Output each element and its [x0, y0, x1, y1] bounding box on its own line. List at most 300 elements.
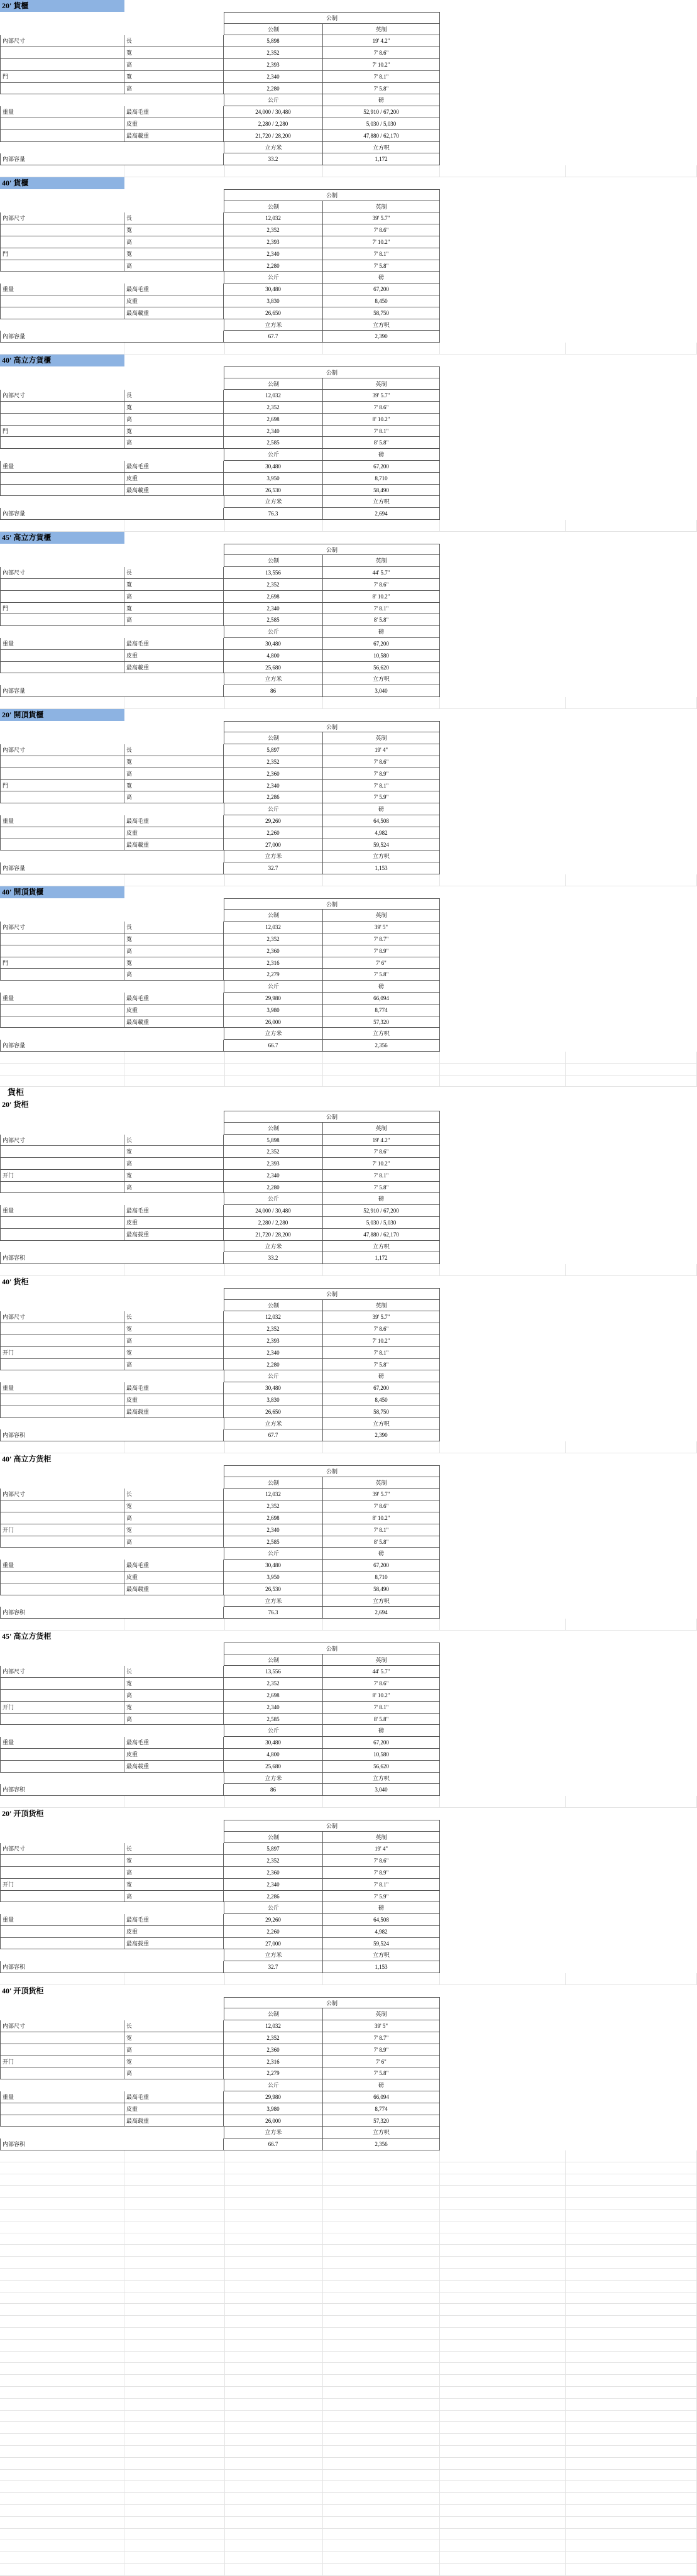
imperial-value[interactable]: 8' 10.2": [323, 1690, 440, 1702]
row-label[interactable]: [0, 414, 124, 426]
weight-label[interactable]: 皮重: [124, 2103, 224, 2115]
section-title[interactable]: 20' 貨櫃: [0, 0, 124, 12]
grid-cell[interactable]: [124, 2552, 225, 2564]
row-label[interactable]: [0, 2032, 124, 2044]
grid-cell[interactable]: [440, 2552, 566, 2564]
imperial-column-header[interactable]: 英制: [323, 201, 440, 213]
dimension-label[interactable]: 高: [124, 945, 224, 957]
row-label[interactable]: 門: [0, 780, 124, 792]
dimension-label[interactable]: 長: [124, 567, 224, 579]
metric-value[interactable]: 2,585: [224, 1536, 323, 1548]
dimension-label[interactable]: 宽: [124, 1323, 224, 1335]
row-label[interactable]: [0, 307, 124, 319]
metric-value[interactable]: 2,698: [224, 414, 323, 426]
metric-header[interactable]: 公制: [224, 366, 440, 378]
grid-cell[interactable]: [440, 2458, 566, 2470]
grid-cell[interactable]: [440, 2434, 566, 2446]
unit-cubic-foot[interactable]: 立方呎: [323, 1418, 440, 1430]
grid-cell[interactable]: [0, 1076, 124, 1087]
metric-column-header[interactable]: 公制: [224, 1832, 323, 1844]
dimension-label[interactable]: 高: [124, 969, 224, 981]
grid-cell[interactable]: [0, 520, 124, 532]
row-label[interactable]: [0, 1016, 124, 1028]
grid-cell[interactable]: [224, 2387, 323, 2399]
imperial-value[interactable]: 44' 5.7": [323, 1666, 440, 1678]
unit-cubic-foot[interactable]: 立方呎: [323, 1773, 440, 1785]
imperial-value[interactable]: 7' 10.2": [323, 59, 440, 71]
grid-cell[interactable]: [224, 343, 323, 355]
metric-value[interactable]: 29,260: [224, 1914, 323, 1926]
row-label[interactable]: 重量: [0, 1382, 124, 1394]
imperial-value[interactable]: 7' 8.6": [323, 47, 440, 59]
metric-value[interactable]: 2,360: [224, 768, 323, 780]
grid-cell[interactable]: [0, 343, 124, 355]
grid-cell[interactable]: [124, 1796, 225, 1808]
grid-cell[interactable]: [124, 2352, 225, 2364]
grid-cell[interactable]: [323, 2411, 440, 2423]
imperial-value[interactable]: 67,200: [323, 1737, 440, 1749]
grid-cell[interactable]: [224, 1076, 323, 1087]
imperial-value[interactable]: 7' 8.1": [323, 71, 440, 83]
grid-cell[interactable]: [566, 2221, 697, 2233]
grid-cell[interactable]: [0, 2505, 124, 2517]
metric-value[interactable]: 21,720 / 28,200: [224, 1229, 323, 1241]
dimension-label[interactable]: 高: [124, 768, 224, 780]
grid-cell[interactable]: [440, 2269, 566, 2281]
weight-label[interactable]: 皮重: [124, 827, 224, 839]
row-label[interactable]: 开门: [0, 1702, 124, 1714]
imperial-value[interactable]: 2,694: [323, 1607, 440, 1619]
row-label[interactable]: [0, 969, 124, 981]
imperial-column-header[interactable]: 英制: [323, 1832, 440, 1844]
metric-value[interactable]: 27,000: [224, 839, 323, 851]
grid-cell[interactable]: [566, 2493, 697, 2505]
grid-cell[interactable]: [224, 2481, 323, 2493]
imperial-value[interactable]: 10,580: [323, 650, 440, 662]
metric-value[interactable]: 2,280: [224, 1359, 323, 1371]
metric-header[interactable]: 公制: [224, 189, 440, 201]
grid-cell[interactable]: [566, 1796, 697, 1808]
metric-value[interactable]: 2,360: [224, 945, 323, 957]
weight-label[interactable]: 最高毛重: [124, 1914, 224, 1926]
grid-cell[interactable]: [224, 2304, 323, 2316]
row-label[interactable]: 門: [0, 603, 124, 615]
metric-value[interactable]: 2,352: [224, 47, 323, 59]
imperial-value[interactable]: 5,030 / 5,030: [323, 1217, 440, 1229]
unit-cubic-metre[interactable]: 立方米: [224, 142, 323, 154]
imperial-value[interactable]: 8' 10.2": [323, 414, 440, 426]
grid-cell[interactable]: [124, 2340, 225, 2352]
imperial-value[interactable]: 67,200: [323, 1560, 440, 1571]
section-title[interactable]: 20' 货柜: [2, 1100, 29, 1109]
grid-cell[interactable]: [566, 1052, 697, 1064]
dimension-label[interactable]: 长: [124, 1135, 224, 1147]
dimension-label[interactable]: 宽: [124, 2032, 224, 2044]
row-label[interactable]: [0, 945, 124, 957]
grid-cell[interactable]: [124, 2150, 225, 2162]
weight-label[interactable]: 最高載重: [124, 839, 224, 851]
grid-cell[interactable]: [323, 2245, 440, 2257]
grid-cell[interactable]: [224, 1796, 323, 1808]
unit-lb[interactable]: 磅: [323, 1548, 440, 1560]
imperial-value[interactable]: 8,450: [323, 1394, 440, 1406]
imperial-value[interactable]: 7' 8.6": [323, 1146, 440, 1158]
imperial-value[interactable]: 7' 5.9": [323, 1891, 440, 1903]
imperial-value[interactable]: 7' 10.2": [323, 1158, 440, 1170]
imperial-value[interactable]: 4,982: [323, 1926, 440, 1938]
imperial-value[interactable]: 7' 5.8": [323, 969, 440, 981]
row-label[interactable]: 内部尺寸: [0, 1311, 124, 1323]
grid-cell[interactable]: [566, 165, 697, 177]
row-label[interactable]: [0, 1891, 124, 1903]
grid-cell[interactable]: [440, 2328, 566, 2340]
grid-cell[interactable]: [440, 2505, 566, 2517]
metric-value[interactable]: 25,680: [224, 1761, 323, 1773]
grid-cell[interactable]: [0, 2198, 124, 2210]
grid-cell[interactable]: [0, 2517, 124, 2529]
row-label[interactable]: 內部尺寸: [0, 390, 124, 402]
grid-cell[interactable]: [224, 2233, 323, 2245]
imperial-value[interactable]: 4,982: [323, 827, 440, 839]
grid-cell[interactable]: [323, 2446, 440, 2458]
unit-kg[interactable]: 公斤: [224, 2079, 323, 2091]
row-label[interactable]: 門: [0, 248, 124, 260]
unit-lb[interactable]: 磅: [323, 1902, 440, 1914]
imperial-column-header[interactable]: 英制: [323, 2008, 440, 2020]
metric-value[interactable]: 29,980: [224, 993, 323, 1005]
imperial-value[interactable]: 58,750: [323, 1406, 440, 1418]
metric-value[interactable]: 30,480: [224, 461, 323, 473]
dimension-label[interactable]: 高: [124, 1335, 224, 1347]
dimension-label[interactable]: 宽: [124, 1347, 224, 1359]
imperial-value[interactable]: 8' 5.8": [323, 1536, 440, 1548]
row-label[interactable]: [0, 1690, 124, 1702]
grid-cell[interactable]: [0, 2363, 124, 2375]
imperial-value[interactable]: 59,524: [323, 839, 440, 851]
imperial-value[interactable]: 58,490: [323, 1583, 440, 1595]
weight-label[interactable]: 最高毛重: [124, 461, 224, 473]
imperial-value[interactable]: 8' 10.2": [323, 591, 440, 603]
unit-kg[interactable]: 公斤: [224, 272, 323, 283]
metric-value[interactable]: 2,286: [224, 1891, 323, 1903]
metric-value[interactable]: 21,720 / 28,200: [224, 130, 323, 142]
metric-value[interactable]: 2,286: [224, 791, 323, 803]
grid-cell[interactable]: [0, 2434, 124, 2446]
dimension-label[interactable]: 高: [124, 1536, 224, 1548]
metric-column-header[interactable]: 公制: [224, 732, 323, 744]
grid-cell[interactable]: [566, 2481, 697, 2493]
row-label[interactable]: 重量: [0, 283, 124, 295]
dimension-label[interactable]: 长: [124, 1666, 224, 1678]
row-label[interactable]: 內部尺寸: [0, 567, 124, 579]
grid-cell[interactable]: [124, 1052, 225, 1064]
grid-cell[interactable]: [124, 1973, 225, 1985]
row-label[interactable]: [0, 827, 124, 839]
metric-value[interactable]: 2,280: [224, 260, 323, 272]
grid-cell[interactable]: [224, 1619, 323, 1631]
row-label[interactable]: 重量: [0, 993, 124, 1005]
grid-cell[interactable]: [224, 2316, 323, 2328]
row-label[interactable]: 内部尺寸: [0, 1489, 124, 1500]
metric-value[interactable]: 2,585: [224, 437, 323, 449]
row-label[interactable]: [0, 118, 124, 130]
weight-label[interactable]: 最高载重: [124, 1938, 224, 1950]
dimension-label[interactable]: 高: [124, 414, 224, 426]
unit-cubic-foot[interactable]: 立方呎: [323, 1028, 440, 1040]
section-title[interactable]: 20' 開頂貨櫃: [0, 709, 124, 721]
grid-cell[interactable]: [0, 2493, 124, 2505]
grid-cell[interactable]: [224, 1973, 323, 1985]
grid-cell[interactable]: [224, 2352, 323, 2364]
row-label[interactable]: [0, 260, 124, 272]
metric-value[interactable]: 2,279: [224, 969, 323, 981]
grid-cell[interactable]: [440, 1973, 566, 1985]
dimension-label[interactable]: 高: [124, 83, 224, 95]
dimension-label[interactable]: 宽: [124, 1855, 224, 1867]
grid-cell[interactable]: [323, 2186, 440, 2198]
grid-cell[interactable]: [566, 1441, 697, 1453]
imperial-value[interactable]: 19' 4": [323, 1843, 440, 1855]
grid-cell[interactable]: [440, 874, 566, 886]
grid-cell[interactable]: [323, 1064, 440, 1076]
grid-cell[interactable]: [440, 2399, 566, 2411]
grid-cell[interactable]: [0, 2564, 124, 2576]
grid-cell[interactable]: [440, 2162, 566, 2174]
row-label[interactable]: 門: [0, 957, 124, 969]
grid-cell[interactable]: [224, 1052, 323, 1064]
capacity-label[interactable]: 內部容量: [0, 331, 224, 343]
grid-cell[interactable]: [0, 2174, 124, 2186]
dimension-label[interactable]: 高: [124, 1714, 224, 1726]
weight-label[interactable]: 最高载重: [124, 1761, 224, 1773]
metric-value[interactable]: 2,352: [224, 756, 323, 768]
unit-cubic-foot[interactable]: 立方呎: [323, 142, 440, 154]
grid-cell[interactable]: [323, 1973, 440, 1985]
metric-value[interactable]: 30,480: [224, 283, 323, 295]
grid-cell[interactable]: [323, 1076, 440, 1087]
imperial-value[interactable]: 7' 8.1": [323, 248, 440, 260]
grid-cell[interactable]: [566, 2446, 697, 2458]
dimension-label[interactable]: 寬: [124, 579, 224, 591]
dimension-label[interactable]: 寬: [124, 957, 224, 969]
dimension-label[interactable]: 寬: [124, 47, 224, 59]
dimension-label[interactable]: 高: [124, 59, 224, 71]
metric-value[interactable]: 12,032: [224, 390, 323, 402]
row-label[interactable]: [0, 1335, 124, 1347]
metric-value[interactable]: 5,897: [224, 1843, 323, 1855]
metric-value[interactable]: 2,585: [224, 614, 323, 626]
grid-cell[interactable]: [224, 2340, 323, 2352]
metric-value[interactable]: 30,480: [224, 1737, 323, 1749]
grid-cell[interactable]: [440, 2281, 566, 2293]
metric-value[interactable]: 2,280: [224, 1182, 323, 1194]
grid-cell[interactable]: [124, 2174, 225, 2186]
grid-cell[interactable]: [0, 2446, 124, 2458]
capacity-label[interactable]: 內部容量: [0, 1040, 224, 1052]
row-label[interactable]: 重量: [0, 1205, 124, 1217]
imperial-value[interactable]: 19' 4": [323, 744, 440, 756]
imperial-value[interactable]: 7' 5.8": [323, 83, 440, 95]
unit-cubic-foot[interactable]: 立方呎: [323, 1949, 440, 1961]
grid-cell[interactable]: [440, 2210, 566, 2221]
grid-cell[interactable]: [323, 165, 440, 177]
grid-cell[interactable]: [124, 874, 225, 886]
grid-cell[interactable]: [566, 2316, 697, 2328]
metric-value[interactable]: 67.7: [224, 1429, 323, 1441]
imperial-column-header[interactable]: 英制: [323, 1654, 440, 1666]
row-label[interactable]: [0, 1867, 124, 1879]
metric-header[interactable]: 公制: [224, 1820, 440, 1832]
grid-cell[interactable]: [224, 2328, 323, 2340]
metric-value[interactable]: 27,000: [224, 1938, 323, 1950]
metric-value[interactable]: 13,556: [224, 567, 323, 579]
grid-cell[interactable]: [566, 2564, 697, 2576]
metric-value[interactable]: 66.7: [224, 2138, 323, 2150]
dimension-label[interactable]: 高: [124, 1867, 224, 1879]
imperial-value[interactable]: 64,508: [323, 815, 440, 827]
imperial-value[interactable]: 2,356: [323, 2138, 440, 2150]
imperial-value[interactable]: 7' 8.1": [323, 1702, 440, 1714]
grid-cell[interactable]: [224, 2529, 323, 2541]
row-label[interactable]: [0, 295, 124, 307]
unit-lb[interactable]: 磅: [323, 1725, 440, 1737]
weight-label[interactable]: 皮重: [124, 473, 224, 485]
imperial-value[interactable]: 67,200: [323, 1382, 440, 1394]
grid-cell[interactable]: [323, 2470, 440, 2482]
metric-value[interactable]: 76.3: [224, 508, 323, 520]
dimension-label[interactable]: 長: [124, 390, 224, 402]
grid-cell[interactable]: [124, 2422, 225, 2434]
metric-value[interactable]: 2,280 / 2,280: [224, 1217, 323, 1229]
grid-cell[interactable]: [0, 2281, 124, 2293]
metric-value[interactable]: 13,556: [224, 1666, 323, 1678]
unit-cubic-metre[interactable]: 立方米: [224, 1241, 323, 1253]
grid-cell[interactable]: [323, 2221, 440, 2233]
unit-kg[interactable]: 公斤: [224, 1725, 323, 1737]
row-label[interactable]: 內部尺寸: [0, 922, 124, 933]
grid-cell[interactable]: [224, 2221, 323, 2233]
grid-cell[interactable]: [0, 2304, 124, 2316]
dimension-label[interactable]: 宽: [124, 1146, 224, 1158]
row-label[interactable]: [0, 1926, 124, 1938]
grid-cell[interactable]: [0, 2352, 124, 2364]
weight-label[interactable]: 皮重: [124, 1571, 224, 1583]
metric-value[interactable]: 25,680: [224, 662, 323, 674]
metric-value[interactable]: 2,352: [224, 402, 323, 414]
grid-cell[interactable]: [440, 2470, 566, 2482]
capacity-label[interactable]: 內部容量: [0, 862, 224, 874]
metric-value[interactable]: 2,340: [224, 780, 323, 792]
metric-column-header[interactable]: 公制: [224, 910, 323, 922]
grid-cell[interactable]: [323, 2162, 440, 2174]
grid-cell[interactable]: [440, 2293, 566, 2304]
imperial-value[interactable]: 8' 5.8": [323, 1714, 440, 1726]
metric-value[interactable]: 86: [224, 685, 323, 697]
row-label[interactable]: [0, 1359, 124, 1371]
grid-cell[interactable]: [323, 2481, 440, 2493]
grid-cell[interactable]: [566, 2233, 697, 2245]
row-label[interactable]: [0, 83, 124, 95]
grid-cell[interactable]: [0, 1264, 124, 1276]
grid-cell[interactable]: [323, 2150, 440, 2162]
grid-cell[interactable]: [0, 1441, 124, 1453]
metric-value[interactable]: 2,352: [224, 224, 323, 236]
grid-cell[interactable]: [124, 2186, 225, 2198]
grid-cell[interactable]: [0, 1973, 124, 1985]
metric-value[interactable]: 2,698: [224, 1690, 323, 1702]
row-label[interactable]: 重量: [0, 815, 124, 827]
weight-label[interactable]: 最高毛重: [124, 1205, 224, 1217]
weight-label[interactable]: 最高毛重: [124, 106, 224, 118]
grid-cell[interactable]: [323, 1264, 440, 1276]
grid-cell[interactable]: [124, 2316, 225, 2328]
grid-cell[interactable]: [566, 2304, 697, 2316]
row-label[interactable]: [0, 1855, 124, 1867]
metric-value[interactable]: 26,000: [224, 2115, 323, 2127]
grid-cell[interactable]: [566, 1264, 697, 1276]
weight-label[interactable]: 皮重: [124, 1005, 224, 1016]
dimension-label[interactable]: 高: [124, 2067, 224, 2079]
weight-label[interactable]: 皮重: [124, 1926, 224, 1938]
imperial-value[interactable]: 7' 10.2": [323, 1335, 440, 1347]
grid-cell[interactable]: [124, 2245, 225, 2257]
grid-cell[interactable]: [224, 2470, 323, 2482]
section-title[interactable]: 40' 開頂貨櫃: [0, 886, 124, 898]
unit-cubic-metre[interactable]: 立方米: [224, 496, 323, 508]
grid-cell[interactable]: [566, 2505, 697, 2517]
metric-value[interactable]: 2,316: [224, 957, 323, 969]
grid-cell[interactable]: [0, 2233, 124, 2245]
unit-lb[interactable]: 磅: [323, 1370, 440, 1382]
grid-cell[interactable]: [224, 2162, 323, 2174]
section-title[interactable]: 40' 高立方货柜: [2, 1455, 52, 1464]
grid-cell[interactable]: [566, 2269, 697, 2281]
grid-cell[interactable]: [224, 2174, 323, 2186]
grid-cell[interactable]: [566, 2186, 697, 2198]
imperial-value[interactable]: 2,390: [323, 331, 440, 343]
unit-lb[interactable]: 磅: [323, 2079, 440, 2091]
row-label[interactable]: 重量: [0, 2091, 124, 2103]
grid-cell[interactable]: [566, 2257, 697, 2269]
imperial-value[interactable]: 5,030 / 5,030: [323, 118, 440, 130]
grid-cell[interactable]: [224, 2422, 323, 2434]
grid-cell[interactable]: [124, 2293, 225, 2304]
metric-value[interactable]: 2,340: [224, 248, 323, 260]
section-title[interactable]: 40' 货柜: [2, 1277, 29, 1287]
metric-value[interactable]: 26,530: [224, 485, 323, 497]
grid-cell[interactable]: [124, 2481, 225, 2493]
grid-cell[interactable]: [440, 1264, 566, 1276]
imperial-value[interactable]: 7' 8.1": [323, 1347, 440, 1359]
grid-cell[interactable]: [224, 165, 323, 177]
metric-value[interactable]: 2,393: [224, 1335, 323, 1347]
grid-cell[interactable]: [0, 2221, 124, 2233]
grid-cell[interactable]: [323, 2281, 440, 2293]
grid-cell[interactable]: [0, 2422, 124, 2434]
imperial-value[interactable]: 7' 5.8": [323, 1182, 440, 1194]
grid-cell[interactable]: [566, 2340, 697, 2352]
grid-cell[interactable]: [566, 2387, 697, 2399]
metric-value[interactable]: 2,698: [224, 1512, 323, 1524]
row-label[interactable]: [0, 130, 124, 142]
imperial-value[interactable]: 7' 8.7": [323, 2032, 440, 2044]
weight-label[interactable]: 皮重: [124, 295, 224, 307]
grid-cell[interactable]: [124, 2564, 225, 2576]
row-label[interactable]: [0, 1158, 124, 1170]
row-label[interactable]: [0, 1146, 124, 1158]
grid-cell[interactable]: [224, 2281, 323, 2293]
imperial-value[interactable]: 7' 5.8": [323, 2067, 440, 2079]
